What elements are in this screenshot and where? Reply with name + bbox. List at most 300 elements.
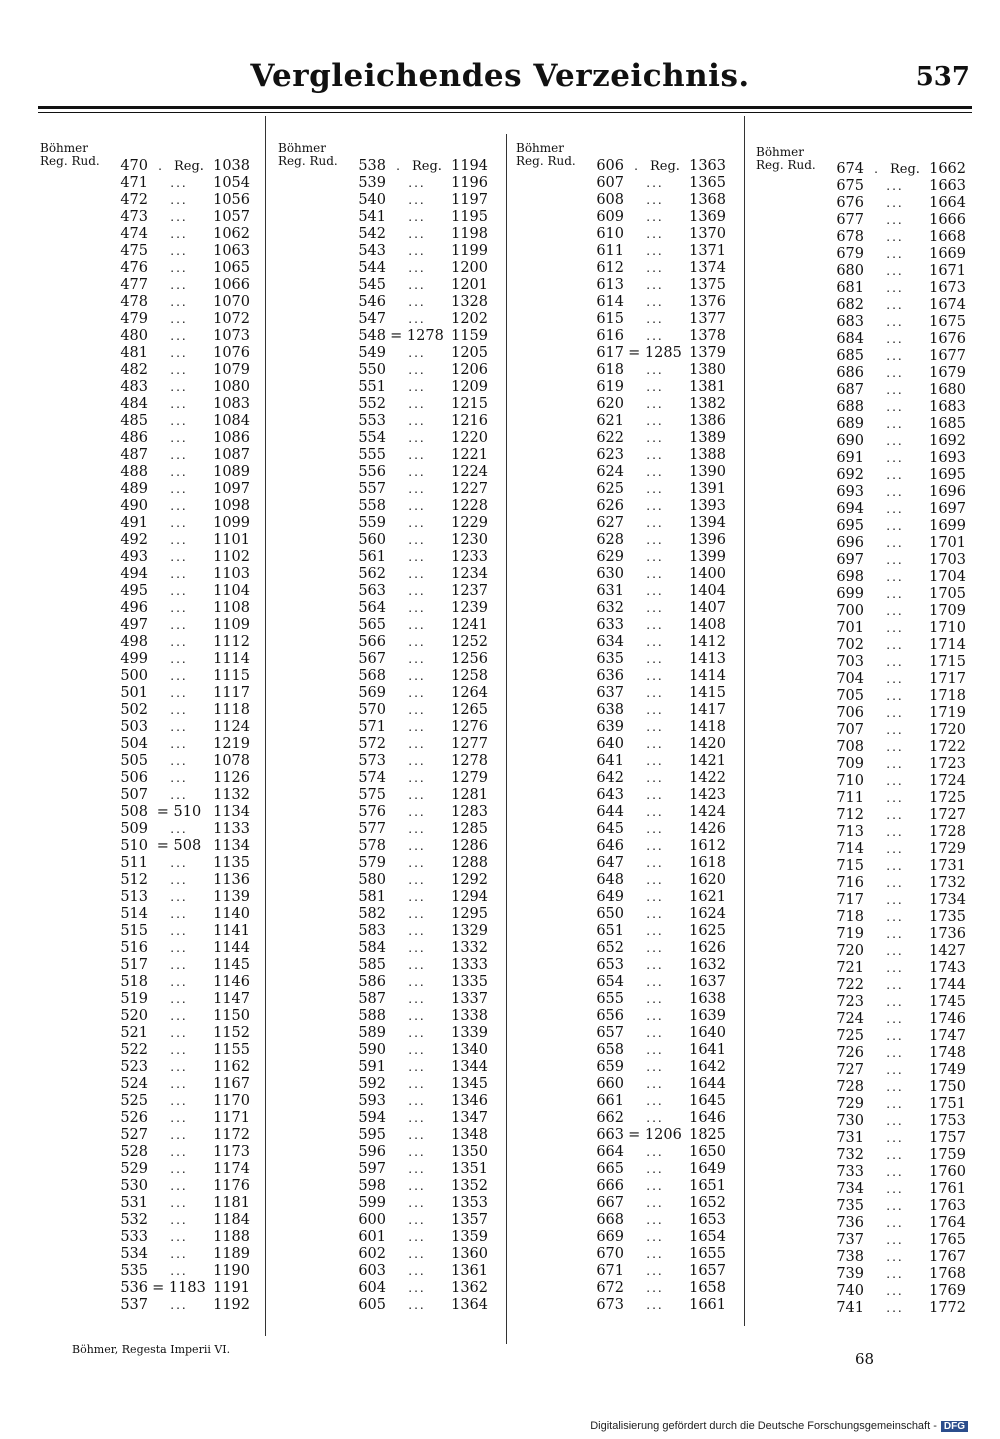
- bohmer-number: 621: [596, 413, 624, 429]
- bohmer-number: 571: [358, 719, 386, 735]
- leader: ...: [646, 567, 664, 581]
- leader: ...: [886, 281, 904, 295]
- leader: ...: [886, 1216, 904, 1230]
- bohmer-number: 546: [358, 294, 386, 310]
- table-row: [116, 549, 252, 566]
- page-title: Vergleichendes Verzeichnis.: [250, 58, 750, 94]
- leader: ...: [170, 703, 188, 717]
- leader: ...: [408, 1213, 426, 1227]
- regesta-number: 1714: [929, 637, 966, 653]
- leader: ...: [408, 720, 426, 734]
- regesta-number: 1176: [213, 1178, 250, 1194]
- regesta-number: 1718: [929, 688, 966, 704]
- table-row: [116, 226, 252, 243]
- column-heading: Böhmer Reg. Rud.: [40, 141, 100, 168]
- regesta-number: 1196: [451, 175, 488, 191]
- leader: ...: [408, 839, 426, 853]
- bohmer-number: 554: [358, 430, 386, 446]
- leader: ...: [408, 1060, 426, 1074]
- bohmer-number: 559: [358, 515, 386, 531]
- regesta-number: 1209: [451, 379, 488, 395]
- column-divider: [265, 116, 266, 1336]
- regesta-number: 1357: [451, 1212, 488, 1228]
- table-row: [832, 654, 968, 671]
- regesta-number: 1731: [929, 858, 966, 874]
- bohmer-number: 578: [358, 838, 386, 854]
- table-row: [116, 328, 252, 345]
- bohmer-number: 651: [596, 923, 624, 939]
- leader: ...: [646, 941, 664, 955]
- leader: ...: [170, 1026, 188, 1040]
- regesta-number: 1329: [451, 923, 488, 939]
- regesta-number: 1427: [929, 943, 966, 959]
- table-row: [592, 379, 728, 396]
- table-row: [354, 175, 490, 192]
- regesta-number: 1159: [451, 328, 488, 344]
- table-row: [592, 889, 728, 906]
- table-row: [832, 161, 968, 178]
- table-row: [354, 447, 490, 464]
- table-row: [116, 1144, 252, 1161]
- leader: ...: [408, 992, 426, 1006]
- leader: ...: [886, 757, 904, 771]
- table-row: [354, 617, 490, 634]
- leader: ...: [408, 210, 426, 224]
- regesta-number: 1150: [213, 1008, 250, 1024]
- regesta-number: 1655: [689, 1246, 726, 1262]
- table-row: [832, 1283, 968, 1300]
- leader: ...: [170, 1162, 188, 1176]
- leader: ...: [408, 822, 426, 836]
- table-row: [592, 957, 728, 974]
- leader: .: [396, 159, 402, 173]
- leader: ...: [408, 771, 426, 785]
- regesta-number: 1205: [451, 345, 488, 361]
- leader: ...: [646, 1298, 664, 1312]
- leader: ...: [408, 482, 426, 496]
- table-row: [592, 685, 728, 702]
- bohmer-number: 575: [358, 787, 386, 803]
- regesta-number: 1658: [689, 1280, 726, 1296]
- leader: ...: [170, 635, 188, 649]
- regesta-number: 1200: [451, 260, 488, 276]
- bohmer-number: 574: [358, 770, 386, 786]
- bohmer-number: 558: [358, 498, 386, 514]
- regesta-number: 1079: [213, 362, 250, 378]
- leader: ...: [646, 380, 664, 394]
- table-row: [592, 1280, 728, 1297]
- regesta-number: 1759: [929, 1147, 966, 1163]
- bohmer-number: 545: [358, 277, 386, 293]
- table-row: [116, 1059, 252, 1076]
- table-row: [832, 1113, 968, 1130]
- leader: ...: [646, 193, 664, 207]
- register-column-4: [832, 161, 968, 1317]
- table-row: [354, 600, 490, 617]
- leader: ...: [886, 264, 904, 278]
- leader: ...: [646, 788, 664, 802]
- regesta-number: 1054: [213, 175, 250, 191]
- bohmer-number: 523: [120, 1059, 148, 1075]
- regesta-number: 1369: [689, 209, 726, 225]
- table-row: [354, 209, 490, 226]
- regesta-number: 1423: [689, 787, 726, 803]
- regesta-number: 1644: [689, 1076, 726, 1092]
- leader: ...: [170, 482, 188, 496]
- leader: ...: [408, 1145, 426, 1159]
- regesta-number: 1624: [689, 906, 726, 922]
- regesta-number: 1764: [929, 1215, 966, 1231]
- bohmer-number: 473: [120, 209, 148, 225]
- regesta-number: 1328: [451, 294, 488, 310]
- leader: ...: [170, 1213, 188, 1227]
- bohmer-number: 579: [358, 855, 386, 871]
- table-row: [592, 1246, 728, 1263]
- regesta-number: 1408: [689, 617, 726, 633]
- bohmer-number: 610: [596, 226, 624, 242]
- bohmer-number: 583: [358, 923, 386, 939]
- leader: ...: [646, 414, 664, 428]
- table-row: [832, 416, 968, 433]
- leader: ...: [170, 992, 188, 1006]
- leader: ...: [646, 448, 664, 462]
- table-row: [592, 872, 728, 889]
- regesta-number: 1171: [213, 1110, 250, 1126]
- leader: ...: [408, 1264, 426, 1278]
- regesta-number: 1715: [929, 654, 966, 670]
- regesta-number: 1220: [451, 430, 488, 446]
- regesta-number: 1727: [929, 807, 966, 823]
- regesta-number: 1692: [929, 433, 966, 449]
- bohmer-number: 719: [836, 926, 864, 942]
- bohmer-number: 514: [120, 906, 148, 922]
- bohmer-number: 725: [836, 1028, 864, 1044]
- funding-note: [590, 1420, 968, 1432]
- table-row: [116, 1212, 252, 1229]
- leader: ...: [646, 516, 664, 530]
- bohmer-number: 686: [836, 365, 864, 381]
- leader: ...: [408, 193, 426, 207]
- bohmer-number: 660: [596, 1076, 624, 1092]
- bohmer-number: 517: [120, 957, 148, 973]
- regesta-number: 1388: [689, 447, 726, 463]
- table-row: [832, 1079, 968, 1096]
- bohmer-number: 699: [836, 586, 864, 602]
- regesta-number: 1278: [451, 753, 488, 769]
- bohmer-number: 656: [596, 1008, 624, 1024]
- leader: ...: [170, 584, 188, 598]
- leader: ...: [886, 553, 904, 567]
- bohmer-number: 633: [596, 617, 624, 633]
- leader: ...: [646, 652, 664, 666]
- leader: ...: [408, 1298, 426, 1312]
- regesta-number: 1076: [213, 345, 250, 361]
- regesta-number: 1072: [213, 311, 250, 327]
- regesta-number: 1382: [689, 396, 726, 412]
- leader: ...: [646, 958, 664, 972]
- leader: ...: [646, 1230, 664, 1244]
- regesta-number: 1725: [929, 790, 966, 806]
- bohmer-number: 589: [358, 1025, 386, 1041]
- regesta-number: 1135: [213, 855, 250, 871]
- bohmer-number: 606: [596, 158, 624, 174]
- bohmer-number: 500: [120, 668, 148, 684]
- bohmer-number: 704: [836, 671, 864, 687]
- table-row: [832, 824, 968, 841]
- leader: ...: [170, 1247, 188, 1261]
- table-row: [832, 569, 968, 586]
- regesta-number: 1239: [451, 600, 488, 616]
- bohmer-number: 479: [120, 311, 148, 327]
- leader: ...: [886, 859, 904, 873]
- leader: ...: [886, 1284, 904, 1298]
- bohmer-number: 664: [596, 1144, 624, 1160]
- table-row: [116, 566, 252, 583]
- regesta-number: 1381: [689, 379, 726, 395]
- regesta-number: 1070: [213, 294, 250, 310]
- regesta-number: 1389: [689, 430, 726, 446]
- bohmer-number: 643: [596, 787, 624, 803]
- leader: ...: [170, 941, 188, 955]
- signature-mark: 68: [855, 1350, 875, 1368]
- bohmer-number: 502: [120, 702, 148, 718]
- regesta-number: 1285: [451, 821, 488, 837]
- regesta-number: 1728: [929, 824, 966, 840]
- table-row: [354, 1229, 490, 1246]
- table-row: [832, 790, 968, 807]
- bohmer-number: 723: [836, 994, 864, 1010]
- leader: ...: [646, 533, 664, 547]
- table-row: [116, 1297, 252, 1314]
- bohmer-number: 630: [596, 566, 624, 582]
- regesta-number: 1201: [451, 277, 488, 293]
- bohmer-number: 730: [836, 1113, 864, 1129]
- regesta-number: 1288: [451, 855, 488, 871]
- regesta-number: 1722: [929, 739, 966, 755]
- bohmer-number: 640: [596, 736, 624, 752]
- bohmer-number: 695: [836, 518, 864, 534]
- table-row: [592, 940, 728, 957]
- table-row: [116, 396, 252, 413]
- table-row: [592, 311, 728, 328]
- leader: ...: [170, 686, 188, 700]
- leader: ...: [646, 1281, 664, 1295]
- table-row: [354, 158, 490, 175]
- leader: ...: [886, 1029, 904, 1043]
- regesta-number: 1370: [689, 226, 726, 242]
- table-row: [592, 770, 728, 787]
- regesta-number: 1229: [451, 515, 488, 531]
- table-row: [116, 1178, 252, 1195]
- regesta-number: 1417: [689, 702, 726, 718]
- leader: ...: [408, 1026, 426, 1040]
- regesta-number: 1415: [689, 685, 726, 701]
- leader: ...: [408, 1094, 426, 1108]
- bohmer-number: 601: [358, 1229, 386, 1245]
- leader: ...: [886, 1267, 904, 1281]
- regesta-number: 1097: [213, 481, 250, 497]
- regesta-number: 1424: [689, 804, 726, 820]
- table-row: [832, 535, 968, 552]
- table-row: [354, 379, 490, 396]
- table-row: [116, 583, 252, 600]
- bohmer-number: 657: [596, 1025, 624, 1041]
- bohmer-number: 549: [358, 345, 386, 361]
- regesta-number: 1654: [689, 1229, 726, 1245]
- regesta-number: 1420: [689, 736, 726, 752]
- regesta-number: 1265: [451, 702, 488, 718]
- regesta-number: 1396: [689, 532, 726, 548]
- table-row: [592, 396, 728, 413]
- regesta-number: 1224: [451, 464, 488, 480]
- regesta-number: 1729: [929, 841, 966, 857]
- table-row: [832, 671, 968, 688]
- regesta-number: 1198: [451, 226, 488, 242]
- bohmer-number: 566: [358, 634, 386, 650]
- table-row: [354, 294, 490, 311]
- table-row: [832, 1045, 968, 1062]
- leader: ...: [886, 502, 904, 516]
- bohmer-number: 483: [120, 379, 148, 395]
- regesta-number: 1683: [929, 399, 966, 415]
- leader: ...: [886, 1080, 904, 1094]
- leader: ...: [408, 873, 426, 887]
- regesta-number: 1117: [213, 685, 250, 701]
- bohmer-number: 581: [358, 889, 386, 905]
- regesta-number: 1115: [213, 668, 250, 684]
- leader: ...: [408, 550, 426, 564]
- leader: ...: [646, 397, 664, 411]
- bohmer-number: 541: [358, 209, 386, 225]
- leader: ...: [408, 448, 426, 462]
- table-row: [354, 481, 490, 498]
- leader: ...: [646, 754, 664, 768]
- bohmer-number: 698: [836, 569, 864, 585]
- table-row: [354, 566, 490, 583]
- leader: ...: [170, 516, 188, 530]
- table-row: [116, 277, 252, 294]
- table-row: [592, 362, 728, 379]
- table-row: [592, 719, 728, 736]
- bohmer-number: 663: [596, 1127, 624, 1143]
- regesta-number: 1065: [213, 260, 250, 276]
- table-row: [592, 481, 728, 498]
- regesta-number: 1126: [213, 770, 250, 786]
- table-row: [832, 688, 968, 705]
- leader: ...: [408, 312, 426, 326]
- leader: ...: [408, 941, 426, 955]
- leader: ...: [408, 363, 426, 377]
- table-row: [354, 1161, 490, 1178]
- table-row: [592, 1008, 728, 1025]
- regesta-number: 1109: [213, 617, 250, 633]
- regesta-number: 1661: [689, 1297, 726, 1313]
- table-row: [832, 739, 968, 756]
- table-row: [592, 192, 728, 209]
- leader: ...: [408, 652, 426, 666]
- leader: ...: [408, 1281, 426, 1295]
- table-row: [116, 1195, 252, 1212]
- regesta-number: 1362: [451, 1280, 488, 1296]
- leader: ...: [170, 907, 188, 921]
- regesta-number: 1704: [929, 569, 966, 585]
- leader: .: [874, 162, 880, 176]
- table-row: [832, 1198, 968, 1215]
- table-row: [354, 668, 490, 685]
- table-row: [832, 178, 968, 195]
- regesta-number: 1345: [451, 1076, 488, 1092]
- table-row: [116, 702, 252, 719]
- table-row: [354, 770, 490, 787]
- leader: ...: [170, 1298, 188, 1312]
- leader: ...: [646, 295, 664, 309]
- table-row: [116, 923, 252, 940]
- table-row: [592, 532, 728, 549]
- regesta-number: 1650: [689, 1144, 726, 1160]
- regesta-number: 1618: [689, 855, 726, 871]
- bohmer-number: 536: [120, 1280, 148, 1296]
- bohmer-number: 537: [120, 1297, 148, 1313]
- regesta-number: 1638: [689, 991, 726, 1007]
- leader: ...: [170, 295, 188, 309]
- table-row: [354, 1280, 490, 1297]
- leader: ...: [408, 737, 426, 751]
- bohmer-number: 516: [120, 940, 148, 956]
- table-row: [354, 1008, 490, 1025]
- regesta-number: 1241: [451, 617, 488, 633]
- table-row: [832, 246, 968, 263]
- leader: ...: [646, 482, 664, 496]
- bohmer-number: 662: [596, 1110, 624, 1126]
- table-row: [354, 787, 490, 804]
- table-row: [592, 498, 728, 515]
- bohmer-number: 573: [358, 753, 386, 769]
- regesta-number: 1118: [213, 702, 250, 718]
- table-row: [592, 702, 728, 719]
- regesta-number: 1748: [929, 1045, 966, 1061]
- table-row: [592, 1059, 728, 1076]
- table-row: [354, 1178, 490, 1195]
- bohmer-number: 706: [836, 705, 864, 721]
- table-row: [116, 974, 252, 991]
- leader: ...: [170, 652, 188, 666]
- leader: ...: [170, 924, 188, 938]
- leader: ...: [408, 261, 426, 275]
- table-row: [592, 838, 728, 855]
- bohmer-number: 684: [836, 331, 864, 347]
- leader: ...: [170, 227, 188, 241]
- regesta-number: 1695: [929, 467, 966, 483]
- table-row: [592, 464, 728, 481]
- regesta-number: 1258: [451, 668, 488, 684]
- table-row: [592, 1110, 728, 1127]
- bohmer-number: 696: [836, 535, 864, 551]
- regesta-number: 1108: [213, 600, 250, 616]
- regesta-number: 1363: [689, 158, 726, 174]
- leader: .: [158, 159, 164, 173]
- regesta-number: 1621: [689, 889, 726, 905]
- table-row: [116, 311, 252, 328]
- regesta-number: 1380: [689, 362, 726, 378]
- bohmer-number: 700: [836, 603, 864, 619]
- table-row: [354, 1025, 490, 1042]
- bohmer-number: 697: [836, 552, 864, 568]
- regesta-number: 1140: [213, 906, 250, 922]
- table-row: [354, 226, 490, 243]
- table-row: [832, 348, 968, 365]
- regesta-number: 1233: [451, 549, 488, 565]
- bohmer-number: 737: [836, 1232, 864, 1248]
